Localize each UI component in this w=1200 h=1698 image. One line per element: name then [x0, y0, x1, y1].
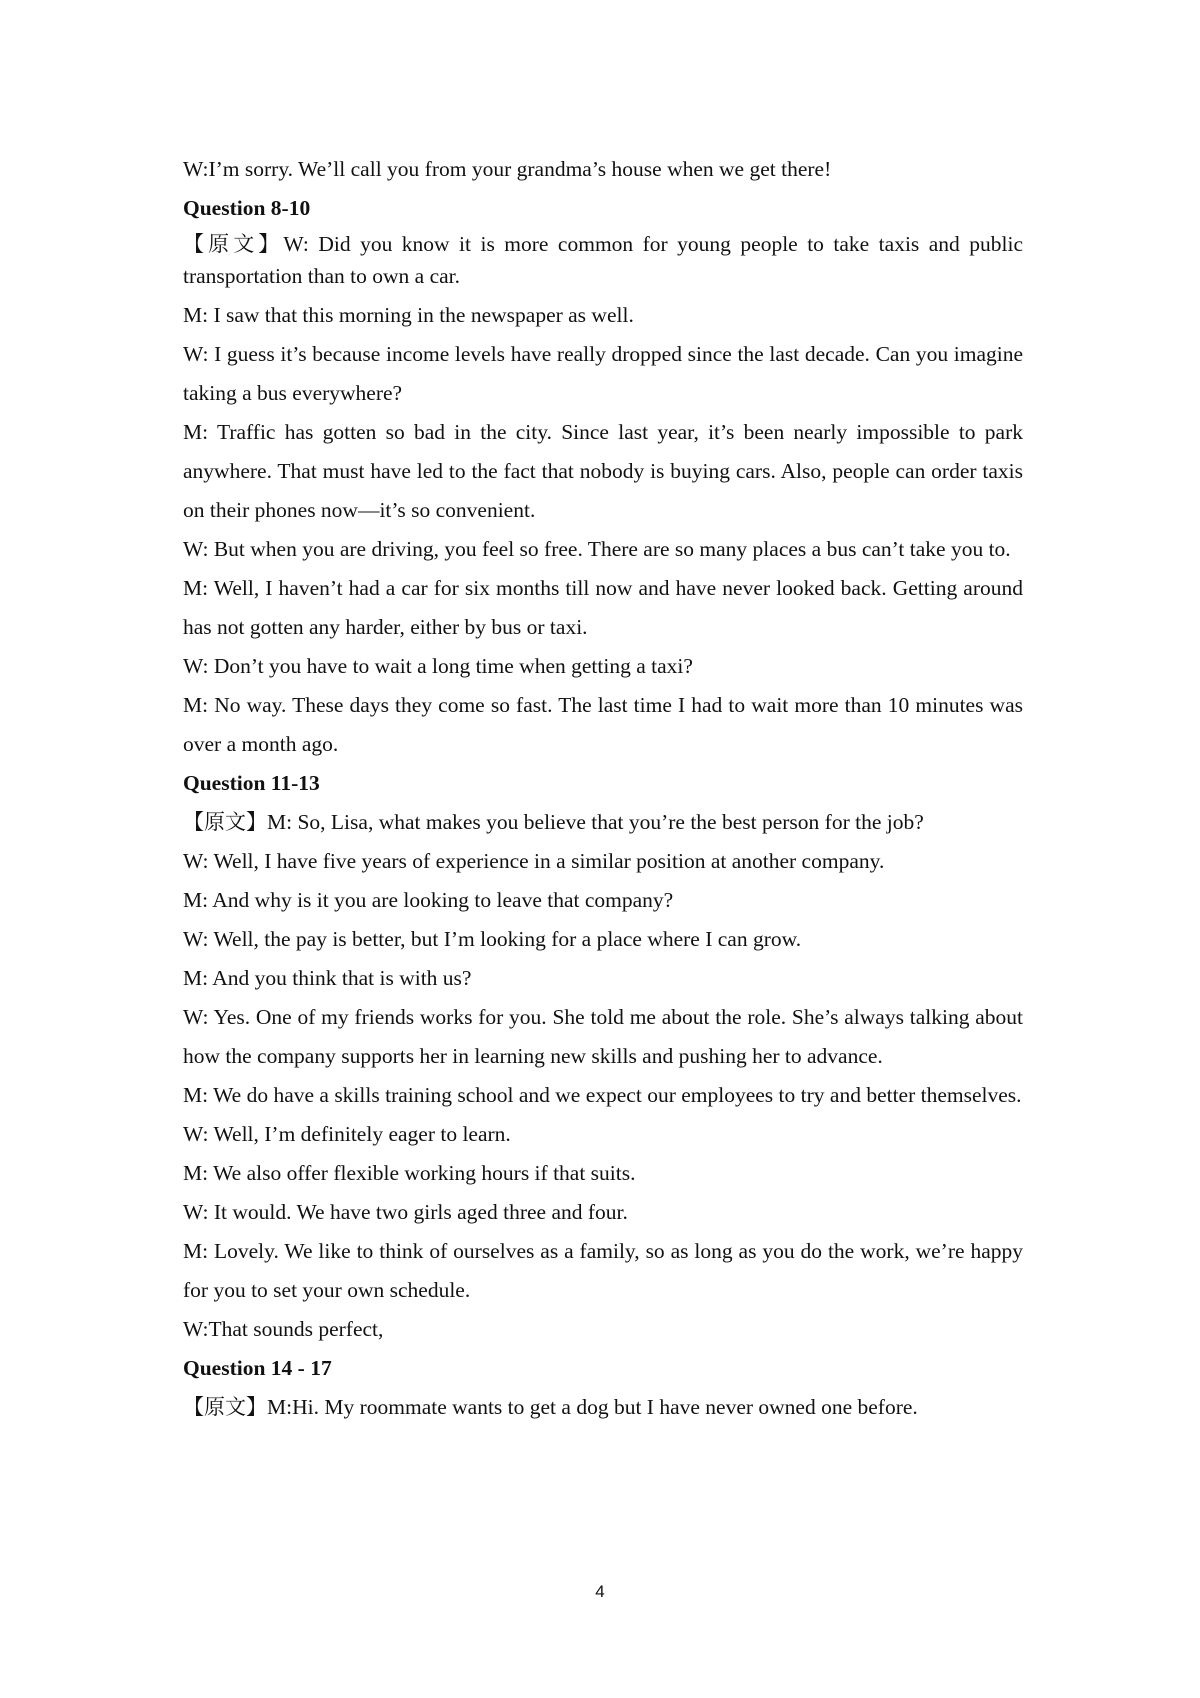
- dialogue-line: M: No way. These days they come so fast. The last time I had to wait more than 10 minutes was over a month ago.: [183, 693, 1023, 756]
- dialogue-line: W: Well, I’m definitely eager to learn.: [183, 1122, 511, 1146]
- page-number: 4: [595, 1582, 605, 1601]
- dialogue-line: 【原文】M: So, Lisa, what makes you believe that you’re the best person for the job?: [183, 810, 924, 834]
- dialogue-line: W: I guess it’s because income levels have really dropped since the last decade. Can you imagine taking a bus everywhere?: [183, 342, 1023, 405]
- dialogue-line: W: Don’t you have to wait a long time when getting a taxi?: [183, 654, 693, 678]
- dialogue-line: M: Well, I haven’t had a car for six months till now and have never looked back. Getting around has not gotten any harder, either by bus or taxi.: [183, 576, 1023, 639]
- document-body: [183, 150, 1023, 1427]
- dialogue-line: M: We also offer flexible working hours if that suits.: [183, 1161, 636, 1185]
- section-heading: Question 14 - 17: [183, 1356, 332, 1380]
- section-heading: Question 11-13: [183, 771, 320, 795]
- dialogue-line: W:That sounds perfect,: [183, 1317, 384, 1341]
- dialogue-line: W:I’m sorry. We’ll call you from your grandma’s house when we get there!: [183, 157, 832, 181]
- source-tag: 【原文】: [183, 232, 284, 256]
- dialogue-line: M: We do have a skills training school and we expect our employees to try and better themselves.: [183, 1083, 1022, 1107]
- dialogue-line: W: Yes. One of my friends works for you. She told me about the role. She’s always talking about how the company supports her in learning new skills and pushing her to advance.: [183, 1005, 1023, 1068]
- dialogue-line: 【原文】W: Did you know it is more common for young people to take taxis and public transportation than to own a car.: [183, 232, 1024, 288]
- dialogue-line: M: Lovely. We like to think of ourselves as a family, so as long as you do the work, we’re happy for you to set your own schedule.: [183, 1239, 1023, 1302]
- dialogue-line: W: Well, I have five years of experience in a similar position at another company.: [183, 849, 885, 873]
- section-heading: Question 8-10: [183, 196, 311, 220]
- dialogue-line: W: It would. We have two girls aged three and four.: [183, 1200, 628, 1224]
- dialogue-line: W: Well, the pay is better, but I’m looking for a place where I can grow.: [183, 927, 802, 951]
- source-tag: 【原文】: [183, 810, 267, 834]
- dialogue-line: M: And why is it you are looking to leave that company?: [183, 888, 674, 912]
- dialogue-line: W: But when you are driving, you feel so free. There are so many places a bus can’t take you to.: [183, 537, 1011, 561]
- source-tag: 【原文】: [183, 1395, 267, 1419]
- dialogue-line: M: Traffic has gotten so bad in the city. Since last year, it’s been nearly impossible to park anywhere. That must have led to the fact that nobody is buying cars. Also, people can order taxis on their phones now—it’s so convenient.: [183, 420, 1023, 522]
- dialogue-line: M: And you think that is with us?: [183, 966, 472, 990]
- dialogue-line: 【原文】M:Hi. My roommate wants to get a dog but I have never owned one before.: [183, 1395, 918, 1419]
- dialogue-line: M: I saw that this morning in the newspaper as well.: [183, 303, 634, 327]
